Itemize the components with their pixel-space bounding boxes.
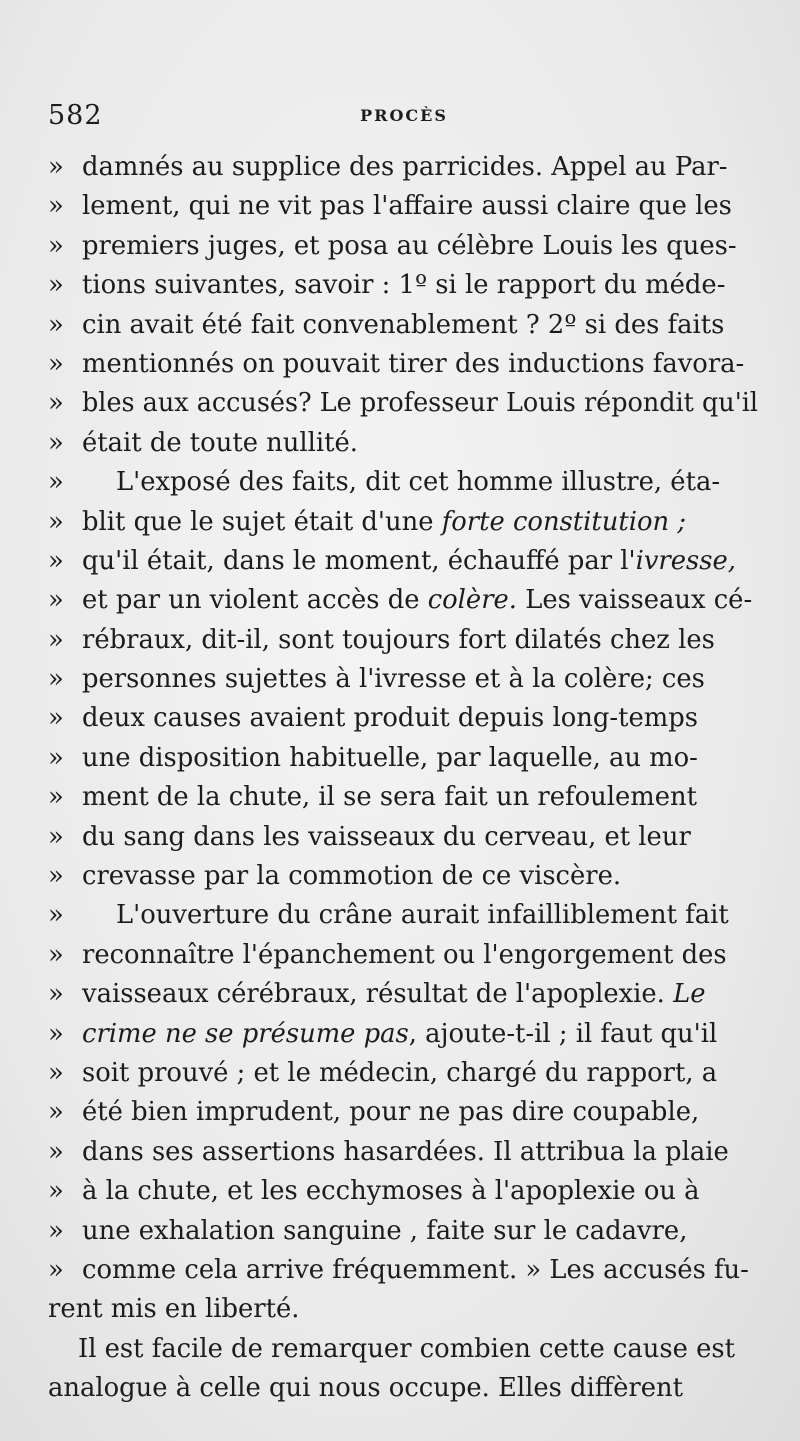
text-run: ment de la chute, il se sera fait un refoulement	[82, 782, 697, 813]
text-line	[48, 1212, 760, 1251]
text-line	[48, 778, 760, 817]
quote-mark: »	[48, 467, 64, 498]
quote-mark: »	[48, 270, 64, 301]
text-line	[48, 739, 760, 778]
quote-mark: »	[48, 585, 64, 616]
quote-mark: »	[48, 1176, 64, 1207]
line-text	[82, 349, 744, 379]
quote-mark: »	[48, 152, 64, 182]
line-text	[48, 1294, 299, 1324]
text-line	[48, 975, 760, 1014]
line-text	[82, 231, 737, 261]
page-number: 582	[48, 100, 103, 131]
line-text	[82, 428, 358, 458]
text-run: mentionnés on pouvait tirer des inductions favora-	[82, 348, 745, 379]
line-text	[82, 1216, 687, 1246]
text-run: crevasse par la commotion de ce viscère.	[82, 861, 622, 892]
text-line	[48, 424, 760, 463]
text-run: dans ses assertions hasardées. Il attribua la plaie	[82, 1136, 729, 1167]
text-line	[48, 542, 760, 581]
text-run: vaisseaux cérébraux, résultat de l'apoplexie.	[82, 979, 674, 1010]
text-run: une exhalation sanguine , faite sur le cadavre,	[82, 1215, 688, 1246]
quote-mark: »	[48, 309, 64, 340]
quote-mark: »	[48, 624, 64, 655]
line-text	[82, 1176, 700, 1206]
text-run: personnes sujettes à l'ivresse et à la colère; ces	[82, 664, 705, 695]
quote-mark: »	[48, 348, 64, 379]
line-text	[48, 1373, 683, 1403]
line-text	[82, 585, 752, 615]
quote-mark: »	[48, 821, 64, 852]
quote-mark: »	[48, 900, 64, 931]
text-line	[48, 266, 760, 305]
text-run: était de toute nullité.	[82, 427, 358, 458]
page-header	[48, 100, 760, 140]
text-line	[48, 936, 760, 975]
text-run: L'exposé des faits, dit cet homme illustre, éta-	[116, 467, 721, 498]
text-run: Il est facile de remarquer combien cette cause est	[78, 1333, 735, 1364]
line-text	[82, 507, 686, 537]
quote-mark: »	[48, 427, 64, 458]
text-run: blit que le sujet était d'une	[82, 506, 442, 537]
quote-mark: »	[48, 861, 64, 892]
italic-text: colère.	[427, 585, 517, 616]
text-run: lement, qui ne vit pas l'affaire aussi claire que les	[82, 191, 732, 222]
text-line	[48, 660, 760, 699]
line-text	[82, 270, 725, 300]
line-text	[82, 861, 621, 891]
text-run: tions suivantes, savoir : 1º si le rapport du méde-	[82, 270, 726, 301]
body-text	[48, 148, 760, 1409]
text-run: et par un violent accès de	[82, 585, 428, 616]
line-text	[82, 822, 691, 852]
quote-mark: »	[48, 388, 64, 419]
text-line	[48, 1369, 760, 1408]
italic-text: crime ne se présume pas	[82, 1018, 409, 1049]
text-line	[48, 227, 760, 266]
text-run: été bien imprudent, pour ne pas dire coupable,	[82, 1097, 700, 1128]
text-line	[48, 1015, 760, 1054]
italic-text: forte constitution ;	[441, 506, 687, 537]
quote-mark: »	[48, 1254, 64, 1285]
line-text	[82, 940, 727, 970]
quote-mark: »	[48, 1057, 64, 1088]
text-run: à la chute, et les ecchymoses à l'apoplexie ou à	[82, 1176, 700, 1207]
line-text	[82, 384, 758, 423]
line-text	[82, 1097, 699, 1127]
line-text	[82, 703, 698, 733]
text-line	[48, 896, 760, 935]
quote-mark: »	[48, 506, 64, 537]
quote-mark: »	[48, 1136, 64, 1167]
line-text	[82, 1137, 729, 1167]
text-line	[48, 1330, 760, 1369]
quote-mark: »	[48, 979, 64, 1010]
text-line	[48, 581, 760, 620]
text-line	[48, 1054, 760, 1093]
text-run: une disposition habituelle, par laquelle, au mo-	[82, 742, 698, 773]
text-run: L'ouverture du crâne aurait infailliblement fait	[116, 900, 729, 931]
line-text	[82, 625, 715, 655]
text-line	[48, 857, 760, 896]
quote-mark: »	[48, 1018, 64, 1049]
line-text	[82, 979, 705, 1009]
line-text	[82, 191, 732, 221]
text-line	[48, 1133, 760, 1172]
text-line	[48, 1093, 760, 1132]
text-line	[48, 699, 760, 738]
line-text	[82, 1255, 749, 1285]
line-text	[82, 546, 736, 576]
quote-mark: »	[48, 1215, 64, 1246]
text-line	[48, 621, 760, 660]
text-run: comme cela arrive fréquemment. » Les accusés fu-	[82, 1254, 749, 1285]
text-line	[48, 384, 760, 423]
line-text	[116, 467, 720, 497]
text-line	[48, 503, 760, 542]
text-line	[48, 306, 760, 345]
text-line	[48, 148, 760, 187]
text-run: cin avait été fait convenablement ? 2º si des faits	[82, 309, 725, 340]
text-run: qu'il était, dans le moment, échauffé par l'	[82, 545, 636, 576]
quote-mark: »	[48, 742, 64, 773]
text-line	[48, 1172, 760, 1211]
text-line	[48, 345, 760, 384]
text-run: rébraux, dit-il, sont toujours fort dilatés chez les	[82, 624, 715, 655]
quote-mark: »	[48, 664, 64, 695]
quote-mark: »	[48, 1097, 64, 1128]
text-run: du sang dans les vaisseaux du cerveau, et leur	[82, 821, 691, 852]
line-text	[82, 1058, 717, 1088]
text-run: reconnaître l'épanchement ou l'engorgement des	[82, 939, 727, 970]
line-text	[82, 310, 724, 340]
text-run: soit prouvé ; et le médecin, chargé du rapport, a	[82, 1057, 718, 1088]
text-run: rent mis en liberté.	[48, 1294, 300, 1325]
quote-mark: »	[48, 939, 64, 970]
text-line	[48, 818, 760, 857]
quote-mark: »	[48, 191, 64, 222]
text-line	[48, 463, 760, 502]
line-text	[82, 782, 697, 812]
quote-mark: »	[48, 782, 64, 813]
quote-mark: »	[48, 230, 64, 261]
running-head: PROCÈS	[360, 106, 448, 125]
line-text	[116, 900, 729, 930]
text-run: premiers juges, et posa au célèbre Louis les ques-	[82, 230, 737, 261]
text-run: bles aux accusés? Le professeur Louis répondit qu'il	[82, 388, 758, 419]
italic-text: ivresse,	[635, 545, 736, 576]
line-text	[82, 1019, 717, 1049]
text-line	[48, 1290, 760, 1329]
text-run: Les vaisseaux cé-	[517, 585, 753, 616]
text-run: , ajoute-t-il ; il faut qu'il	[408, 1018, 718, 1049]
line-text	[82, 743, 698, 773]
text-line	[48, 1251, 760, 1290]
text-run: damnés au supplice des parricides. Appel au Par-	[82, 152, 728, 182]
text-run: deux causes avaient produit depuis long-temps	[82, 703, 698, 734]
line-text	[78, 1334, 735, 1364]
line-text	[82, 664, 705, 694]
text-line	[48, 187, 760, 226]
italic-text: Le	[673, 979, 706, 1010]
text-run: analogue à celle qui nous occupe. Elles diffèrent	[48, 1373, 683, 1404]
quote-mark: »	[48, 703, 64, 734]
line-text	[82, 152, 728, 182]
quote-mark: »	[48, 545, 64, 576]
